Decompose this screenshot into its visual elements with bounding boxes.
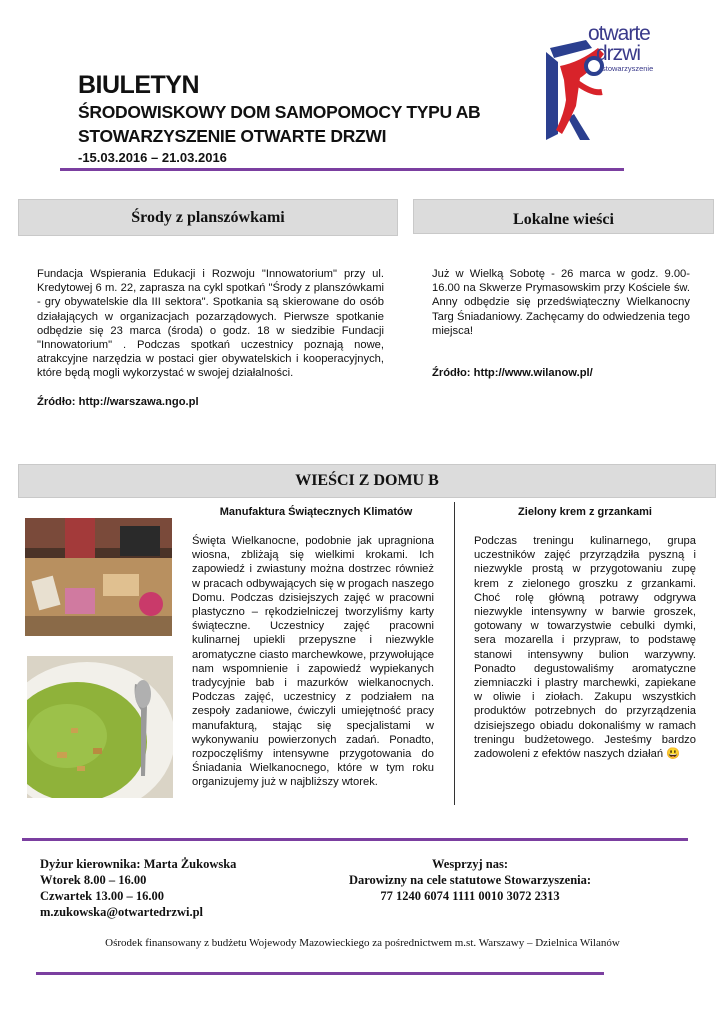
logo-text-2: drzwi <box>596 42 641 65</box>
section2-paragraph: Już w Wielką Sobotę - 26 marca w godz. 9.00-16.00 na Skwerze Prymasowskim przy Kościele św. Anny odbędzie się przedświąteczny Wielkanocny Targ Śniadaniowy. Zachęcamy do odwiedzenia tego miejsca! <box>432 268 690 337</box>
column2-title: Zielony krem z grzankami <box>518 506 652 518</box>
column2-body <box>474 534 696 761</box>
column1-paragraph: Święta Wielkanocne, podobnie jak upragniona wiosna, zbliżają się wielkimi krokami. Ich zapowiedź i zwiastuny można dostrzec również w pracach odbywających się w progach naszego Domu. Podczas dzisiejszych zajęć w pracowni plastyczno – rękodzielniczej tworzyliśmy karty świąteczne. Uczestnicy zajęć pracowni kulinarnej upiekli przepyszne i niezwykle aromatyczne ciasto marchewkowe, przywołujące nam wspomnienie i zapowiedź wypiekanych tradycyjnie bab i mazurków wielkanocnych. Podczas zajęć, uczestnicy z podziałem na zespoły zadaniowe, ćwiczyli umiejętność pracy manufakturą, stając się specjalistami w wykonywaniu powierzonych zadań. Ponadto, rozpoczęliśmy intensywne przygotowania do Śniadania Wielkanocnego, które w tym roku organizujemy już w najbliższy wtorek. <box>192 535 434 789</box>
column2-paragraph: Podczas treningu kulinarnego, grupa uczestników zajęć przyrządziła pyszną i niezwykle prostą w przygotowaniu zupę krem z zielonego groszku z grzankami. Choć rolę główną potrawy odgrywa niezwykle intensywny w barwie groszek, gotowany w towarzystwie cebulki dymki, sera mozarella i przypraw, to podstawę stanowi intensywny bulion warzywny. Ponadto degustowaliśmy aromatyczne ziemniaczki i plastry marchewki, zapiekane w oliwie i ziołach. Zakupu wszystkich produktów potrzebnych do przyrządzenia dzisiejszego obiadu dokonaliśmy w ramach treningu budżetowego. Jesteśmy bardzo zadowoleni z efektów naszych działań <box>474 535 696 761</box>
section1-source: Źródło: http://warszawa.ngo.pl <box>37 395 199 408</box>
column2-paragraph-wrap <box>474 534 696 761</box>
crafts-photo-icon <box>25 518 172 636</box>
footer-funding-note: Ośrodek finansowany z budżetu Wojewody Mazowieckiego za pośrednictwem m.st. Warszawy – Dzielnica Wilanów <box>105 937 620 949</box>
section1-heading-text: Środy z planszówkami <box>131 208 285 226</box>
footer-divider-bottom <box>36 972 604 975</box>
footer-manager: Dyżur kierownika: Marta Żukowska <box>40 857 237 871</box>
section2-body <box>432 267 690 380</box>
footer-account: 77 1240 6074 1111 0010 3072 2313 <box>380 889 560 903</box>
section1-paragraph: Fundacja Wspierania Edukacji i Rozwoju "Innowatorium" przy ul. Kredytowej 6 m. 22, zaprasza na cykl spotkań "Środy z planszówkami - gry obywatelskie dla III sektora". Spotkania są skierowane do osób działających w organizacjach pozarządowych. Pierwsze spotkanie odbędzie się 23 marca (środa) o godz. 18 w siedzibie Fundacji "Innowatorium" . Podczas spotkań uczestnicy poznają nowe, atrakcyjne narzędzia w postaci gier obywatelskich i kooperacyjnych, które będą mogli wykorzystać w swojej działalności. <box>37 268 384 380</box>
footer-thursday: Czwartek 13.00 – 16.00 <box>40 889 164 903</box>
footer-email: m.zukowska@otwartedrzwi.pl <box>40 905 204 919</box>
column1-body <box>192 534 434 790</box>
logo-text-3: stowarzyszenie <box>602 64 654 73</box>
news-heading-text: WIEŚCI Z DOMU B <box>295 472 439 489</box>
section1-body <box>37 267 384 409</box>
footer-donations <box>320 856 620 904</box>
column1-title: Manufaktura Świątecznych Klimatów <box>219 506 413 518</box>
section-heading-local-news <box>413 199 714 234</box>
footer-contact <box>40 856 340 920</box>
column-divider <box>454 502 455 805</box>
page-subtitle-1: ŚRODOWISKOWY DOM SAMOPOMOCY TYPU AB <box>78 102 481 122</box>
page-subtitle-2: STOWARZYSZENIE OTWARTE DRZWI <box>78 126 387 146</box>
soup-photo-icon <box>27 656 173 798</box>
logo <box>540 22 715 147</box>
section-heading-home-news <box>18 464 716 498</box>
smile-emoji-icon: 😃 <box>666 748 681 761</box>
page-title: BIULETYN <box>78 71 199 99</box>
footer-support: Wesprzyj nas: <box>431 857 509 871</box>
photo-soup <box>27 656 173 798</box>
section2-heading-text: Lokalne wieści <box>513 211 614 228</box>
header-divider <box>60 168 624 171</box>
footer-tuesday: Wtorek 8.00 – 16.00 <box>40 873 147 887</box>
date-range: -15.03.2016 – 21.03.2016 <box>78 150 227 165</box>
section2-source: Źródło: http://www.wilanow.pl/ <box>432 367 593 380</box>
photo-card-making <box>25 518 172 636</box>
logo-text-1: otwarte <box>588 22 650 45</box>
section-heading-board-games <box>18 199 398 236</box>
footer-divider-top <box>22 838 688 841</box>
header <box>78 70 480 165</box>
footer-donations-label: Darowizny na cele statutowe Stowarzyszenia: <box>348 873 592 887</box>
